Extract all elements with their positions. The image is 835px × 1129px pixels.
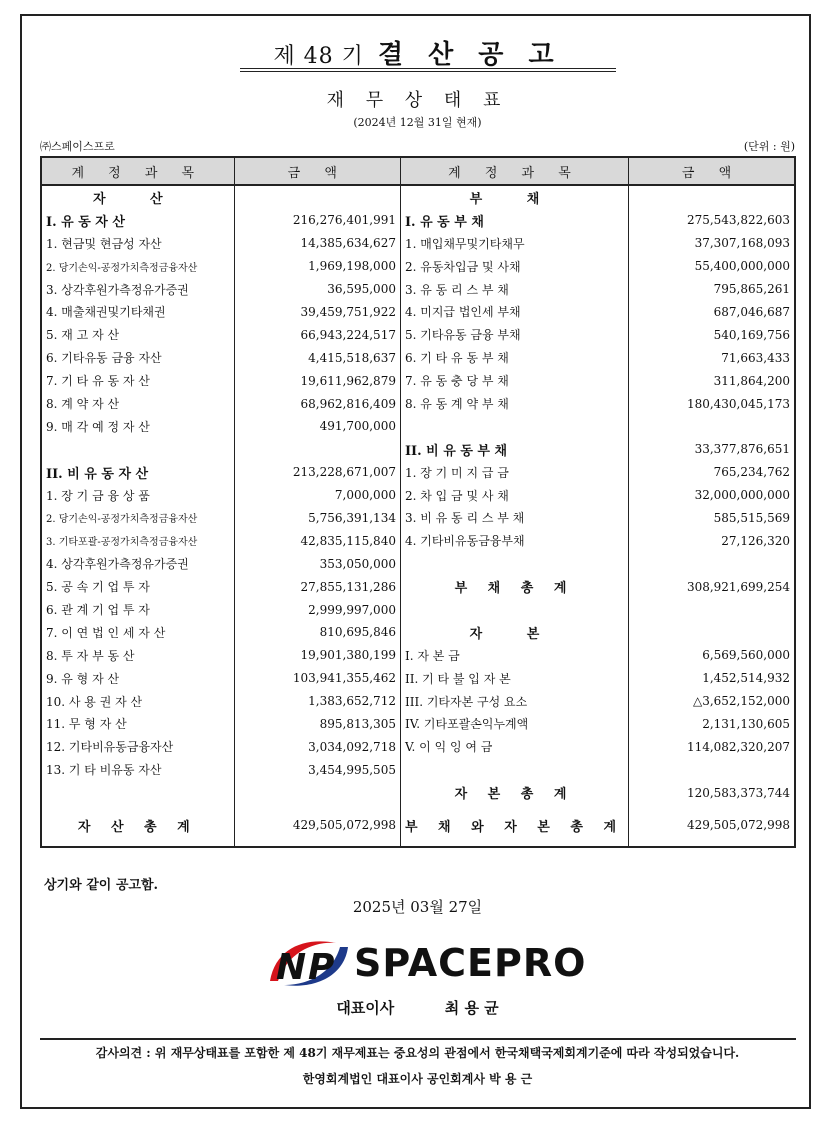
amount-left: 895,813,305 (234, 713, 400, 736)
amount-left: 27,855,131,286 (234, 575, 400, 598)
account-left: 7. 기 타 유 동 자 산 (41, 369, 234, 392)
np-logo-icon (266, 933, 352, 993)
table-row (41, 621, 795, 644)
amount-left: 19,901,380,199 (234, 644, 400, 667)
account-left: 1. 장 기 금 융 상 품 (41, 484, 234, 507)
account-right: 7. 유 동 충 당 부 채 (400, 369, 628, 392)
amount-right: 37,307,168,093 (629, 232, 795, 255)
account-right: I. 유 동 부 채 (400, 209, 628, 232)
account-right: III. 기타자본 구성 요소 (400, 690, 628, 713)
account-left: 1. 현금및 현금성 자산 (41, 232, 234, 255)
table-row (41, 484, 795, 507)
unit-label: (단위 : 원) (743, 140, 795, 153)
account-right: 3. 유 동 리 스 부 채 (400, 278, 628, 301)
amount-right: 308,921,699,254 (629, 575, 795, 598)
account-left: 자 산 총 계 (41, 804, 234, 847)
amount-left: 2,999,997,000 (234, 598, 400, 621)
amount-left: 3,034,092,718 (234, 735, 400, 758)
title-underline-2 (240, 71, 616, 72)
account-right: 1. 장 기 미 지 급 금 (400, 461, 628, 484)
amount-right: 429,505,072,998 (629, 804, 795, 847)
account-left (41, 438, 234, 461)
header-account-right: 계 정 과 목 (400, 157, 628, 185)
account-right (400, 552, 628, 575)
header-amount-left: 금 액 (234, 157, 400, 185)
amount-left: 1,383,652,712 (234, 690, 400, 713)
table-row (41, 232, 795, 255)
amount-right (629, 758, 795, 781)
amount-left: 4,415,518,637 (234, 346, 400, 369)
table-row (41, 735, 795, 758)
table-row (41, 392, 795, 415)
account-right: 부 채 와 자 본 총 계 (400, 804, 628, 847)
table-row (41, 346, 795, 369)
amount-right (629, 185, 795, 209)
account-right: 자 본 (400, 621, 628, 644)
account-right: 4. 미지급 법인세 부채 (400, 301, 628, 324)
amount-right: 540,169,756 (629, 323, 795, 346)
representative (0, 997, 835, 1018)
rep-name: 최 용 균 (444, 999, 499, 1017)
amount-right: 71,663,433 (629, 346, 795, 369)
company-name: ㈜스페이스프로 (40, 140, 115, 153)
account-right: 1. 매입채무및기타채무 (400, 232, 628, 255)
account-right: 2. 차 입 금 및 사 채 (400, 484, 628, 507)
amount-left: 68,962,816,409 (234, 392, 400, 415)
account-right: V. 이 익 잉 여 금 (400, 735, 628, 758)
table-row (41, 507, 795, 530)
account-right: 6. 기 타 유 동 부 채 (400, 346, 628, 369)
account-right: 5. 기타유동 금융 부채 (400, 323, 628, 346)
amount-left: 66,943,224,517 (234, 323, 400, 346)
account-right: II. 비 유 동 부 채 (400, 438, 628, 461)
table-row (41, 644, 795, 667)
amount-left: 353,050,000 (234, 552, 400, 575)
amount-left (234, 781, 400, 804)
footer-divider (40, 1038, 796, 1040)
amount-left: 5,756,391,134 (234, 507, 400, 530)
title-underline (240, 68, 616, 69)
account-left: II. 비 유 동 자 산 (41, 461, 234, 484)
account-left: 5. 재 고 자 산 (41, 323, 234, 346)
account-right (400, 758, 628, 781)
amount-right (629, 598, 795, 621)
table-row (41, 415, 795, 438)
account-right: 8. 유 동 계 약 부 채 (400, 392, 628, 415)
amount-right: 795,865,261 (629, 278, 795, 301)
amount-left (234, 438, 400, 461)
table-row (41, 438, 795, 461)
account-left: 11. 무 형 자 산 (41, 713, 234, 736)
amount-right: 1,452,514,932 (629, 667, 795, 690)
amount-left: 19,611,962,879 (234, 369, 400, 392)
amount-left: 429,505,072,998 (234, 804, 400, 847)
table-row (41, 369, 795, 392)
amount-right: 27,126,320 (629, 529, 795, 552)
table-row (41, 713, 795, 736)
table-row (41, 209, 795, 232)
spacepro-logo (266, 933, 586, 993)
table-row (41, 598, 795, 621)
amount-left: 7,000,000 (234, 484, 400, 507)
amount-left (234, 185, 400, 209)
amount-left: 39,459,751,922 (234, 301, 400, 324)
logo-wordmark: SPACEPRO (354, 941, 587, 985)
account-right: 4. 기타비유동금융부채 (400, 529, 628, 552)
notice-text: 상기와 같이 공고함. (44, 878, 159, 893)
amount-right (629, 552, 795, 575)
account-right: II. 기 타 불 입 자 본 (400, 667, 628, 690)
account-left: 12. 기타비유동금융자산 (41, 735, 234, 758)
table-row (41, 758, 795, 781)
header-account-left: 계 정 과 목 (41, 157, 234, 185)
table-row (41, 529, 795, 552)
as-of-date: (2024년 12월 31일 현재) (353, 116, 482, 129)
account-left: 9. 유 형 자 산 (41, 667, 234, 690)
amount-right: 55,400,000,000 (629, 255, 795, 278)
account-left: 4. 상각후원가측정유가증권 (41, 552, 234, 575)
account-left (41, 781, 234, 804)
amount-right: 585,515,569 (629, 507, 795, 530)
table-row (41, 575, 795, 598)
amount-right: 180,430,045,173 (629, 392, 795, 415)
account-left: 8. 계 약 자 산 (41, 392, 234, 415)
svg-text:N: N (276, 947, 307, 988)
account-left: 5. 공 속 기 업 투 자 (41, 575, 234, 598)
amount-right: 33,377,876,651 (629, 438, 795, 461)
table-header-row (41, 157, 795, 185)
auditor-signature: 한영회계법인 대표이사 공인회계사 박 용 근 (302, 1072, 533, 1086)
table-body (41, 185, 795, 847)
account-right: 부 채 (400, 185, 628, 209)
amount-left: 213,228,671,007 (234, 461, 400, 484)
title-main: 결 산 공 고 (377, 40, 562, 70)
table-row (41, 185, 795, 209)
account-left: 2. 당기손익-공정가치측정금융자산 (41, 255, 234, 278)
amount-right: 120,583,373,744 (629, 781, 795, 804)
account-left: 3. 기타포괄-공정가치측정금융자산 (41, 529, 234, 552)
account-left: 13. 기 타 비유동 자산 (41, 758, 234, 781)
account-right: 부 채 총 계 (400, 575, 628, 598)
balance-sheet-table (40, 156, 796, 848)
rep-title: 대표이사 (336, 999, 395, 1017)
account-right (400, 415, 628, 438)
amount-left: 42,835,115,840 (234, 529, 400, 552)
title-prefix: 제 48 기 (273, 44, 364, 69)
amount-right: 6,569,560,000 (629, 644, 795, 667)
table-row (41, 667, 795, 690)
amount-left: 491,700,000 (234, 415, 400, 438)
amount-right (629, 415, 795, 438)
audit-opinion: 감사의견 : 위 재무상태표를 포함한 제 48기 재무제표는 중요성의 관점에서 한국채택국제회계기준에 따라 작성되었습니다. (95, 1046, 740, 1060)
amount-left: 810,695,846 (234, 621, 400, 644)
amount-left: 3,454,995,505 (234, 758, 400, 781)
account-right: 2. 유동차입금 및 사채 (400, 255, 628, 278)
amount-left: 1,969,198,000 (234, 255, 400, 278)
amount-right: △3,652,152,000 (629, 690, 795, 713)
table-row (41, 690, 795, 713)
header-amount-right: 금 액 (629, 157, 795, 185)
table-row (41, 301, 795, 324)
account-left: 2. 당기손익-공정가치측정금융자산 (41, 507, 234, 530)
announcement-date: 2025년 03월 27일 (352, 898, 483, 916)
table-row (41, 552, 795, 575)
amount-left: 36,595,000 (234, 278, 400, 301)
account-left: 자 산 (41, 185, 234, 209)
statement-title: 재 무 상 태 표 (326, 90, 509, 111)
account-right: I. 자 본 금 (400, 644, 628, 667)
amount-left: 14,385,634,627 (234, 232, 400, 255)
amount-left: 216,276,401,991 (234, 209, 400, 232)
account-left: 10. 사 용 권 자 산 (41, 690, 234, 713)
table-row (41, 461, 795, 484)
amount-left: 103,941,355,462 (234, 667, 400, 690)
account-left: 7. 이 연 법 인 세 자 산 (41, 621, 234, 644)
account-left: 4. 매출채권및기타채권 (41, 301, 234, 324)
page-title (0, 34, 835, 71)
table-row (41, 278, 795, 301)
amount-right: 765,234,762 (629, 461, 795, 484)
account-left: 8. 투 자 부 동 산 (41, 644, 234, 667)
account-right (400, 598, 628, 621)
amount-right: 275,543,822,603 (629, 209, 795, 232)
amount-right (629, 621, 795, 644)
table-row (41, 323, 795, 346)
account-right: 자 본 총 계 (400, 781, 628, 804)
account-left: 6. 관 계 기 업 투 자 (41, 598, 234, 621)
table-row (41, 255, 795, 278)
account-left: 6. 기타유동 금융 자산 (41, 346, 234, 369)
table-row (41, 781, 795, 804)
account-left: I. 유 동 자 산 (41, 209, 234, 232)
amount-right: 2,131,130,605 (629, 713, 795, 736)
amount-right: 114,082,320,207 (629, 735, 795, 758)
amount-right: 311,864,200 (629, 369, 795, 392)
svg-text:P: P (308, 947, 335, 988)
table-row (41, 804, 795, 847)
account-right: 3. 비 유 동 리 스 부 채 (400, 507, 628, 530)
amount-right: 687,046,687 (629, 301, 795, 324)
account-left: 9. 매 각 예 정 자 산 (41, 415, 234, 438)
amount-right: 32,000,000,000 (629, 484, 795, 507)
account-right: IV. 기타포괄손익누계액 (400, 713, 628, 736)
account-left: 3. 상각후원가측정유가증권 (41, 278, 234, 301)
